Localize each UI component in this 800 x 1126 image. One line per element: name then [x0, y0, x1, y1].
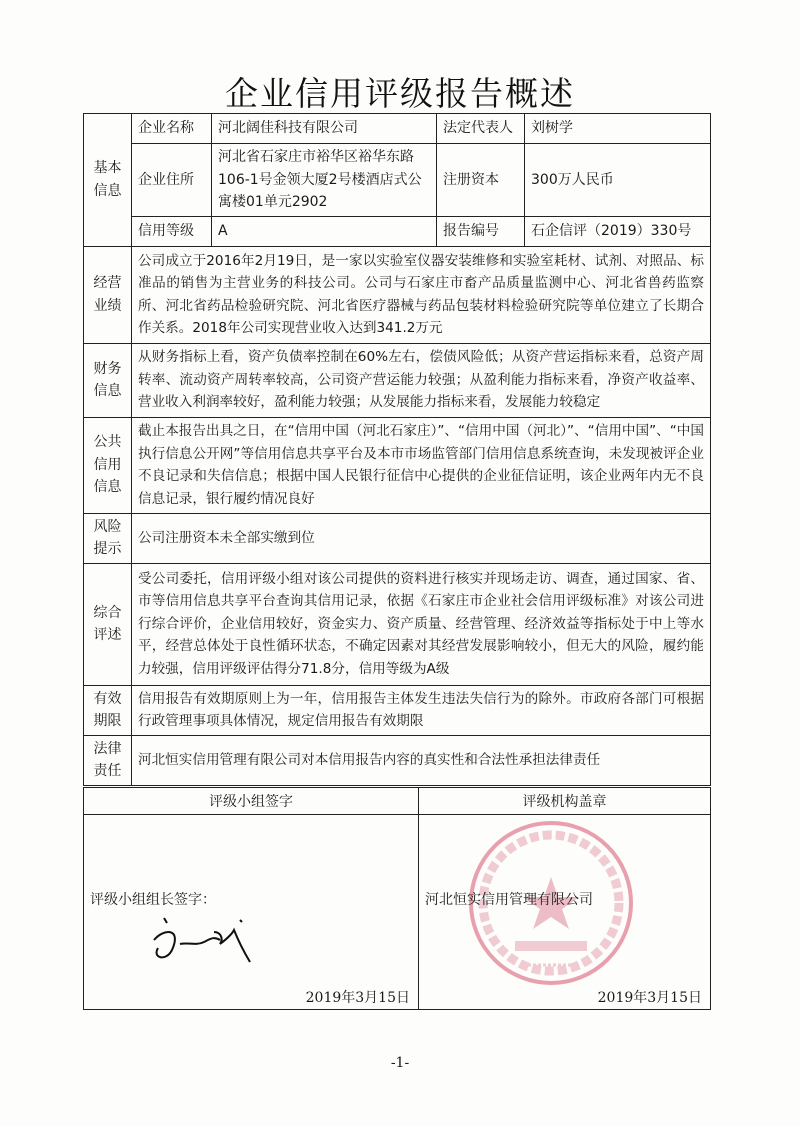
legal-rep-value: 刘树学: [525, 114, 711, 144]
legal-rep-label: 法定代表人: [437, 114, 525, 144]
section-label-public-credit: 公共信用信息: [84, 417, 132, 513]
team-signature-header: 评级小组签字: [84, 788, 419, 815]
grade-value: A: [212, 216, 437, 246]
address-label: 企业住所: [132, 144, 212, 217]
section-text-validity: 信用报告有效期原则上为一年，信用报告主体发生违法失信行为的除外。市政府各部门可根据行政管理事项具体情况，规定信用报告有效期限: [132, 685, 711, 735]
section-label-validity: 有效期限: [84, 685, 132, 735]
leader-signature-label: 评级小组组长签字：: [90, 892, 216, 908]
section-row: [84, 513, 711, 563]
grade-label: 信用等级: [132, 216, 212, 246]
section-row: [84, 246, 711, 343]
agency-seal-cell: [419, 815, 711, 1010]
section-label-risk: 风险提示: [84, 513, 132, 563]
section-text-risk: 公司注册资本未全部实缴到位: [132, 513, 711, 563]
page-number: -1-: [390, 1055, 410, 1071]
section-text-finance: 从财务指标上看，资产负债率控制在60%左右，偿债风险低；从资产营运指标来看，总资产周转率、流动资产周转率较高，公司资产营运能力较强；从盈利能力指标来看，净资产收益率、营业收入利润率较好，盈利能力较强；从发展能力指标来看，发展能力较稳定: [132, 343, 711, 417]
handwritten-signature: [144, 910, 264, 970]
company-name-value: 河北阔佳科技有限公司: [212, 114, 437, 144]
section-label-operations: 经营业绩: [84, 246, 132, 343]
section-label-legal: 法律责任: [84, 735, 132, 785]
section-text-legal: 河北恒实信用管理有限公司对本信用报告内容的真实性和合法性承担法律责任: [132, 735, 711, 785]
section-row: [84, 685, 711, 735]
agency-seal-date: 2019年3月15日: [597, 990, 702, 1006]
section-label-basic: 基本信息: [84, 114, 132, 247]
report-no-value: 石企信评（2019）330号: [525, 216, 711, 246]
signature-table: [83, 787, 711, 1010]
page-title: 企业信用评级报告概述: [225, 74, 575, 113]
company-name-label: 企业名称: [132, 114, 212, 144]
agency-seal-header: 评级机构盖章: [419, 788, 711, 815]
address-value: 河北省石家庄市裕华区裕华东路106-1号金领大厦2号楼酒店式公寓楼01单元2902: [212, 144, 437, 217]
capital-label: 注册资本: [437, 144, 525, 217]
section-row: [84, 417, 711, 513]
section-text-operations: 公司成立于2016年2月19日，是一家以实验室仪器安装维修和实验室耗材、试剂、对照品、标准品的销售为主营业务的科技公司。公司与石家庄市畜产品质量监测中心、河北省兽药监察所、河北省药品检验研究院、河北省医疗器械与药品包装材料检验研究院等单位建立了长期合作关系。2018年公司实现营业收入达到341.2万元: [132, 246, 711, 343]
team-signature-cell: [84, 815, 419, 1010]
report-summary-table: [83, 113, 711, 786]
team-sign-date: 2019年3月15日: [305, 990, 410, 1006]
section-row: [84, 563, 711, 685]
section-row: [84, 343, 711, 417]
report-no-label: 报告编号: [437, 216, 525, 246]
section-label-finance: 财务信息: [84, 343, 132, 417]
section-text-overall: 受公司委托，信用评级小组对该公司提供的资料进行核实并现场走访、调查，通过国家、省、市等信用信息共享平台查询其信用记录，依据《石家庄市企业社会信用评级标准》对该公司进行综合评价，企业信用较好，资金实力、资产质量、经营管理、经济效益等指标处于中上等水平，经营总体处于良性循环状态，不确定因素对其经营发展影响较小，但无大的风险，履约能力较强，信用评级评估得分71.8分，信用等级为A级: [132, 563, 711, 685]
capital-value: 300万人民币: [525, 144, 711, 217]
section-label-overall: 综合评述: [84, 563, 132, 685]
section-row: [84, 735, 711, 785]
rating-agency-name: 河北恒实信用管理有限公司: [425, 892, 593, 908]
section-text-public-credit: 截止本报告出具之日，在“信用中国（河北石家庄）”、“信用中国（河北）”、“信用中国”、“中国执行信息公开网”等信用信息共享平台及本市市场监管部门信用信息系统查询，未发现被评企业不良记录和失信信息；根据中国人民银行征信中心提供的企业征信证明，该企业两年内无不良信息记录，银行履约情况良好: [132, 417, 711, 513]
